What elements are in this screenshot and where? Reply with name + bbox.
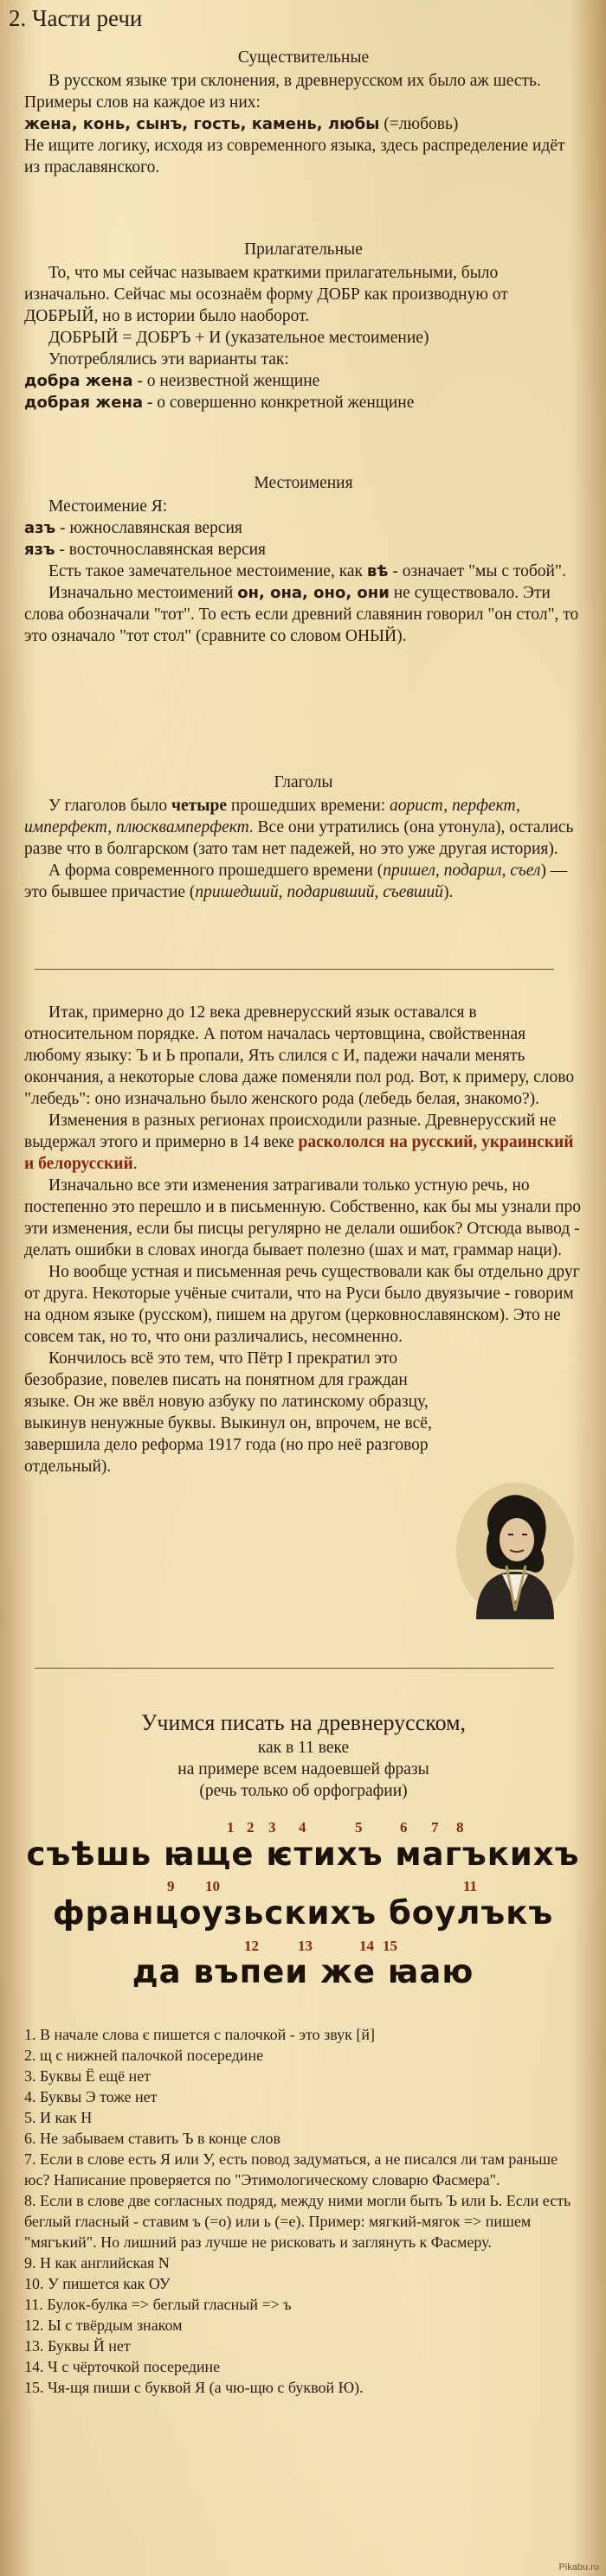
rule-item: 10. У пишется как ОУ	[24, 2275, 171, 2292]
marker-11: 11	[463, 1878, 478, 1894]
marker-4: 4	[299, 1819, 306, 1836]
pronouns-title: Местоимения	[254, 474, 353, 492]
rule-item: 4. Буквы Э тоже нет	[24, 2088, 158, 2105]
verbs-p1-tenses: аорист, перфект, имперфект, плюсквамперфект	[24, 797, 520, 836]
verbs-paragraph-1	[24, 795, 583, 860]
nouns-section	[24, 47, 583, 178]
verbs-p2-example-1: пришел, подарил, съел	[383, 862, 541, 880]
history-paragraph-5: Кончилось всё это тем, что Пётр I прекратил это безобразие, повелев писать на понятном для граждан языке. Он же ввёл новую азбуку по латинскому образцу, выкинув ненужные буквы. Выкинул он, впрочем, не всё, завершила дело реформа 1917 года (но про неё разговор отдельный).	[24, 1349, 432, 1476]
nouns-paragraph-2: Не ищите логику, исходя из современного языка, здесь распределение идёт из праславянского.	[24, 137, 565, 176]
learn-subtitle-3: (речь только об орфографии)	[199, 1782, 408, 1800]
verbs-title: Глаголы	[274, 773, 333, 791]
pronouns-variant-2-word: язъ	[24, 541, 55, 559]
rule-item: 15. Чя-щя пиши с буквой Я (а чю-щю с буквой Ю).	[24, 2379, 364, 2396]
history-paragraph-2	[24, 1110, 583, 1175]
marker-9: 9	[167, 1878, 175, 1894]
rule-item: 8. Если в слове две согласных подряд, между ними могли быть Ъ или Ь. Если есть беглый гласный - ставим ъ (=о) или ь (=е). Пример: мягкий-мягок => пишем "мягъкий". Но лишний раз лучше не рисковать и заглянуть к Фасмеру.	[24, 2192, 571, 2251]
rule-item: 2. щ с нижней палочкой посередине	[24, 2047, 264, 2064]
pronouns-p3-word: он, она, оно, они	[237, 584, 390, 602]
learn-title: Учимся писать на древнерусском,	[140, 1710, 467, 1735]
adjectives-example-1-word: добра жена	[24, 372, 133, 390]
learn-subtitle-1: как в 11 веке	[257, 1739, 350, 1757]
pronouns-p2-start: Есть такое замечательное местоимение, как	[48, 562, 367, 580]
adjectives-example-2-text: - о совершенно конкретной женщине	[143, 394, 415, 412]
phrase-line-2: францоузьскихъ боулъкъ	[52, 1894, 554, 1932]
pronouns-p3-end: не существовало. Эти слова обозначали "тот". То есть если древний славянин говорил "он стол", то это означало "тот стол" (сравните со словом ОНЫЙ).	[24, 584, 579, 645]
pronouns-variant-1-text: - южнославянская версия	[55, 519, 242, 537]
marker-14: 14	[359, 1938, 374, 1954]
rule-item: 7. Если в слове есть Я или У, есть повод задуматься, а не писался ли там раньше юс? Написание проверяется по "Этимологическому словарю Фасмера".	[24, 2150, 558, 2188]
pronouns-p2-end: - означает "мы с тобой".	[388, 562, 566, 580]
rule-item: 12. Ы с твёрдым знаком	[24, 2316, 183, 2334]
rule-item: 11. Булок-булка => беглый гласный => ъ	[24, 2296, 292, 2313]
pronouns-p2-word: вѣ	[366, 562, 389, 580]
marker-3: 3	[268, 1819, 276, 1836]
divider-1	[35, 969, 554, 970]
pronouns-paragraph-2	[24, 561, 583, 582]
watermark: Pikabu.ru	[558, 2562, 599, 2573]
marker-8: 8	[456, 1819, 464, 1836]
rule-item: 5. И как Н	[24, 2109, 93, 2126]
verbs-section	[24, 772, 583, 903]
pronouns-paragraph-1: Местоимение Я:	[48, 497, 168, 516]
marker-10: 10	[205, 1878, 220, 1894]
rule-item: 14. Ч с чёрточкой посередине	[24, 2358, 221, 2375]
adjectives-example-1	[24, 370, 583, 392]
marker-6: 6	[400, 1819, 408, 1836]
verbs-p1-end: . Все они утратились (она утонула), остались разве что в болгарском (зато там нет падежей, но это уже другая история).	[24, 818, 574, 858]
nouns-paragraph-1: В русском языке три склонения, в древнерусском их было аж шесть. Примеры слов на каждое из них:	[24, 72, 541, 112]
verbs-p2-example-2: пришедший, подаривший, съевший	[195, 883, 444, 901]
rule-item: 13. Буквы Й нет	[24, 2337, 131, 2355]
rule-item: 1. В начале слова є пишется с палочкой - это звук [й]	[24, 2026, 376, 2043]
history-paragraph-1: Итак, примерно до 12 века древнерусский язык оставался в относительном порядке. А потом началась чертовщина, свойственная любому языку: Ъ и Ь пропали, Ять слился с И, падежи начали менять окончания, а некоторые слова даже поменяли пол род. Вот, к примеру, слово "лебедь": оно изначально было женского рода (лебедь белая, знакомо?).	[24, 1003, 575, 1108]
marker-7: 7	[431, 1819, 439, 1836]
history-p2-start: Изменения в разных регионах происходили разные. Древнерусский не выдержал этого и примерно в 14 веке	[24, 1112, 557, 1151]
history-p2-highlight: раскололся на русский, украинский и белорусский	[24, 1133, 574, 1173]
nouns-examples	[24, 113, 583, 135]
marker-15: 15	[383, 1938, 397, 1954]
verbs-paragraph-2	[24, 860, 583, 903]
adjectives-example-2-word: добрая жена	[24, 394, 144, 412]
verbs-p2-mid: ) — это бывшее причастие (	[24, 862, 568, 901]
marker-1: 1	[227, 1819, 235, 1836]
verbs-p1-mid: прошедших времени:	[227, 797, 390, 815]
pronouns-p3-start: Изначально местоимений	[48, 584, 238, 602]
divider-2	[35, 1668, 554, 1669]
history-paragraph-3: Изначально все эти изменения затрагивали только устную речь, но постепенно это перешло и в письменную. Собственно, как бы мы узнали про эти изменения, если бы писцы регулярно не делали ошибок? Отсюда вывод - делать ошибки в словах иногда бывает полезно (шах и мат, граммар наци).	[24, 1176, 582, 1259]
pronouns-paragraph-3	[24, 582, 583, 647]
peter-portrait-image	[455, 1481, 576, 1619]
adjectives-paragraph-3: Употреблялись эти варианты так:	[48, 350, 289, 368]
adjectives-example-2	[24, 392, 583, 413]
phrase-line-1: съѣшь ꙗще ѥтихъ магъкихъ	[26, 1836, 580, 1873]
pronouns-variant-1	[24, 517, 583, 539]
adjectives-section	[24, 239, 583, 413]
pronouns-section	[24, 472, 583, 647]
pronouns-variant-2	[24, 539, 583, 561]
learn-section	[24, 1709, 583, 1802]
adjectives-paragraph-2: ДОБРЫЙ = ДОБРЪ + И (указательное местоимение)	[48, 329, 429, 347]
rule-item: 9. Н как английская N	[24, 2254, 170, 2272]
learn-subtitle-2: на примере всем надоевшей фразы	[177, 1760, 429, 1778]
history-section	[24, 1002, 583, 1477]
marker-5: 5	[355, 1819, 363, 1836]
marker-2: 2	[247, 1819, 255, 1836]
nouns-title: Существительные	[237, 48, 370, 67]
marker-13: 13	[298, 1938, 313, 1954]
marker-12: 12	[244, 1938, 259, 1954]
history-paragraph-4: Но вообще устная и письменная речь существовали как бы отдельно друг от друга. Некоторые учёные считали, что на Руси было двуязычие - говорим на одном языке (русском), пишем на другом (церковнославянском). Это не совсем так, но то, что они различались, несомненно.	[24, 1263, 580, 1346]
pronouns-variant-1-word: азъ	[24, 519, 56, 537]
adjectives-example-1-text: - о неизвестной женщине	[132, 372, 320, 390]
verbs-p2-end: ).	[443, 883, 454, 901]
rule-item: 3. Буквы Ё ещё нет	[24, 2067, 152, 2085]
rules-list	[24, 2024, 583, 2398]
phrase-line-3: да въпеи же ꙗаю	[132, 1953, 474, 1990]
rule-item: 6. Не забываем ставить Ъ в конце слов	[24, 2130, 281, 2147]
pronouns-variant-2-text: - восточнославянская версия	[55, 541, 267, 559]
nouns-examples-note: (=любовь)	[384, 115, 459, 133]
verbs-p1-start: У глаголов было	[48, 797, 172, 815]
adjectives-paragraph-1: То, что мы сейчас называем краткими прилагательными, было изначально. Сейчас мы осознаём форму ДОБР как производную от ДОБРЫЙ, но в истории было наоборот.	[24, 264, 508, 325]
nouns-examples-words: жена, конь, сынъ, гость, камень, любы	[24, 115, 380, 133]
adjectives-title: Прилагательные	[244, 240, 363, 259]
verbs-p1-bold: четыре	[171, 797, 227, 815]
page-heading: 2. Части речи	[9, 5, 143, 31]
verbs-p2-start: А форма современного прошедшего времени (	[48, 862, 384, 880]
history-p2-end: .	[132, 1155, 138, 1173]
